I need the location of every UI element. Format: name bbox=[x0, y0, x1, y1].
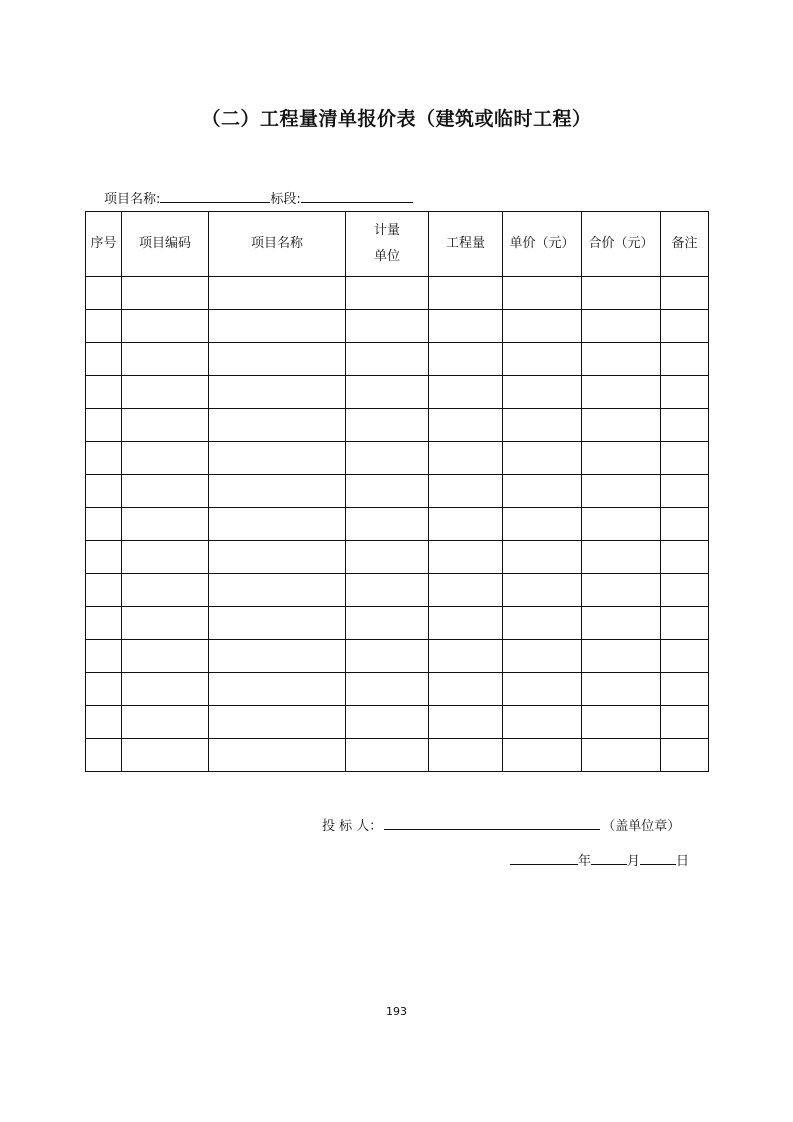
table-cell[interactable] bbox=[661, 640, 709, 673]
table-cell[interactable] bbox=[661, 541, 709, 574]
table-cell[interactable] bbox=[346, 574, 429, 607]
table-cell[interactable] bbox=[582, 706, 661, 739]
table-cell[interactable] bbox=[582, 376, 661, 409]
table-cell[interactable] bbox=[346, 442, 429, 475]
bidder-label: 投 标 人： bbox=[322, 819, 383, 834]
table-cell[interactable] bbox=[661, 574, 709, 607]
table-cell[interactable] bbox=[86, 640, 122, 673]
header-unit bbox=[346, 212, 429, 277]
table-row bbox=[86, 673, 709, 706]
table-cell[interactable] bbox=[122, 343, 209, 376]
table-cell[interactable] bbox=[503, 739, 582, 772]
table-cell[interactable] bbox=[429, 607, 503, 640]
table-cell[interactable] bbox=[429, 442, 503, 475]
table-cell[interactable] bbox=[503, 508, 582, 541]
header-quantity: 工程量 bbox=[429, 212, 503, 277]
section-label: 标段: bbox=[270, 192, 301, 207]
header-unit-line1: 计量 bbox=[373, 223, 400, 238]
table-cell[interactable] bbox=[209, 739, 346, 772]
table-cell[interactable] bbox=[661, 442, 709, 475]
table-cell[interactable] bbox=[429, 706, 503, 739]
table-cell[interactable] bbox=[86, 475, 122, 508]
table-cell[interactable] bbox=[429, 475, 503, 508]
table-cell[interactable] bbox=[582, 640, 661, 673]
table-cell[interactable] bbox=[86, 343, 122, 376]
date-line bbox=[510, 850, 689, 869]
table-cell[interactable] bbox=[429, 673, 503, 706]
table-cell[interactable] bbox=[582, 508, 661, 541]
table-cell[interactable] bbox=[582, 409, 661, 442]
table-cell[interactable] bbox=[86, 607, 122, 640]
table-cell[interactable] bbox=[503, 442, 582, 475]
table-cell[interactable] bbox=[209, 574, 346, 607]
table-cell[interactable] bbox=[86, 541, 122, 574]
table-row bbox=[86, 541, 709, 574]
year-blank bbox=[510, 852, 578, 865]
table-cell[interactable] bbox=[209, 640, 346, 673]
table-cell[interactable] bbox=[346, 640, 429, 673]
table-cell[interactable] bbox=[429, 343, 503, 376]
seal-note: （盖单位章） bbox=[602, 819, 681, 834]
table-cell[interactable] bbox=[429, 640, 503, 673]
table-row bbox=[86, 607, 709, 640]
table-cell[interactable] bbox=[582, 574, 661, 607]
table-cell[interactable] bbox=[429, 739, 503, 772]
table-cell[interactable] bbox=[86, 574, 122, 607]
table-cell[interactable] bbox=[582, 541, 661, 574]
table-cell[interactable] bbox=[209, 376, 346, 409]
table-cell[interactable] bbox=[209, 475, 346, 508]
table-cell[interactable] bbox=[122, 607, 209, 640]
bidder-signature-line bbox=[322, 815, 680, 834]
table-cell[interactable] bbox=[503, 310, 582, 343]
table-cell[interactable] bbox=[86, 310, 122, 343]
table-cell[interactable] bbox=[503, 376, 582, 409]
header-seq: 序号 bbox=[86, 212, 122, 277]
table-cell[interactable] bbox=[503, 343, 582, 376]
project-name-label: 项目名称: bbox=[104, 192, 161, 207]
table-cell[interactable] bbox=[346, 376, 429, 409]
table-cell[interactable] bbox=[122, 739, 209, 772]
table-cell[interactable] bbox=[503, 640, 582, 673]
table-cell[interactable] bbox=[503, 409, 582, 442]
table-cell[interactable] bbox=[346, 739, 429, 772]
table-cell[interactable] bbox=[122, 508, 209, 541]
table-cell[interactable] bbox=[209, 706, 346, 739]
table-cell[interactable] bbox=[661, 343, 709, 376]
table-cell[interactable] bbox=[582, 739, 661, 772]
table-cell[interactable] bbox=[582, 343, 661, 376]
table-cell[interactable] bbox=[346, 475, 429, 508]
table-cell[interactable] bbox=[429, 409, 503, 442]
table-cell[interactable] bbox=[661, 739, 709, 772]
table-cell[interactable] bbox=[209, 508, 346, 541]
table-cell[interactable] bbox=[86, 409, 122, 442]
table-cell[interactable] bbox=[86, 277, 122, 310]
header-remark: 备注 bbox=[661, 212, 709, 277]
table-cell[interactable] bbox=[346, 706, 429, 739]
table-cell[interactable] bbox=[209, 442, 346, 475]
table-cell[interactable] bbox=[503, 475, 582, 508]
month-label: 月 bbox=[627, 854, 641, 869]
table-cell[interactable] bbox=[661, 508, 709, 541]
table-cell[interactable] bbox=[429, 277, 503, 310]
table-cell[interactable] bbox=[122, 277, 209, 310]
table-cell[interactable] bbox=[503, 673, 582, 706]
table-cell[interactable] bbox=[429, 508, 503, 541]
table-cell[interactable] bbox=[122, 640, 209, 673]
table-cell[interactable] bbox=[86, 739, 122, 772]
table-row bbox=[86, 706, 709, 739]
table-cell[interactable] bbox=[122, 442, 209, 475]
table-cell[interactable] bbox=[582, 277, 661, 310]
table-cell[interactable] bbox=[346, 673, 429, 706]
table-cell[interactable] bbox=[429, 310, 503, 343]
table-cell[interactable] bbox=[503, 706, 582, 739]
table-cell[interactable] bbox=[661, 475, 709, 508]
table-cell[interactable] bbox=[346, 508, 429, 541]
table-cell[interactable] bbox=[209, 541, 346, 574]
month-blank bbox=[591, 852, 627, 865]
table-cell[interactable] bbox=[122, 409, 209, 442]
table-row bbox=[86, 343, 709, 376]
table-cell[interactable] bbox=[86, 376, 122, 409]
table-cell[interactable] bbox=[429, 376, 503, 409]
table-row bbox=[86, 442, 709, 475]
table-cell[interactable] bbox=[661, 409, 709, 442]
table-cell[interactable] bbox=[209, 310, 346, 343]
table-cell[interactable] bbox=[429, 574, 503, 607]
table-cell[interactable] bbox=[346, 310, 429, 343]
day-label: 日 bbox=[676, 854, 690, 869]
section-blank bbox=[301, 190, 413, 203]
table-cell[interactable] bbox=[503, 277, 582, 310]
header-code: 项目编码 bbox=[122, 212, 209, 277]
table-cell[interactable] bbox=[503, 607, 582, 640]
table-cell[interactable] bbox=[122, 574, 209, 607]
project-meta-line bbox=[104, 188, 413, 207]
table-cell[interactable] bbox=[661, 277, 709, 310]
table-row bbox=[86, 310, 709, 343]
table-row bbox=[86, 574, 709, 607]
table-cell[interactable] bbox=[346, 607, 429, 640]
table-cell[interactable] bbox=[582, 673, 661, 706]
table-cell[interactable] bbox=[429, 541, 503, 574]
table-cell[interactable] bbox=[582, 475, 661, 508]
table-cell[interactable] bbox=[209, 343, 346, 376]
table-cell[interactable] bbox=[209, 277, 346, 310]
table-cell[interactable] bbox=[209, 673, 346, 706]
table-cell[interactable] bbox=[503, 541, 582, 574]
table-cell[interactable] bbox=[661, 607, 709, 640]
page-number: 193 bbox=[386, 1005, 407, 1018]
table-cell[interactable] bbox=[661, 310, 709, 343]
table-row bbox=[86, 376, 709, 409]
header-total-price: 合价（元） bbox=[582, 212, 661, 277]
table-cell[interactable] bbox=[122, 706, 209, 739]
year-label: 年 bbox=[578, 854, 592, 869]
header-unit-line2: 单位 bbox=[373, 249, 400, 264]
table-cell[interactable] bbox=[582, 310, 661, 343]
table-header-row bbox=[86, 212, 709, 277]
table-cell[interactable] bbox=[122, 673, 209, 706]
table-row bbox=[86, 277, 709, 310]
table-cell[interactable] bbox=[122, 310, 209, 343]
table-cell[interactable] bbox=[209, 607, 346, 640]
day-blank bbox=[640, 852, 676, 865]
bill-of-quantities-table bbox=[85, 211, 709, 772]
table-row bbox=[86, 475, 709, 508]
table-cell[interactable] bbox=[122, 475, 209, 508]
table-cell[interactable] bbox=[209, 409, 346, 442]
table-cell[interactable] bbox=[661, 376, 709, 409]
table-body bbox=[86, 277, 709, 772]
table-cell[interactable] bbox=[86, 673, 122, 706]
table-cell[interactable] bbox=[503, 574, 582, 607]
table-cell[interactable] bbox=[661, 706, 709, 739]
table-cell[interactable] bbox=[346, 277, 429, 310]
header-name: 项目名称 bbox=[209, 212, 346, 277]
header-unit-price: 单价（元） bbox=[503, 212, 582, 277]
table-cell[interactable] bbox=[86, 442, 122, 475]
table-cell[interactable] bbox=[122, 376, 209, 409]
table-cell[interactable] bbox=[582, 607, 661, 640]
project-name-blank bbox=[160, 190, 270, 203]
table-cell[interactable] bbox=[346, 343, 429, 376]
table-row bbox=[86, 508, 709, 541]
table-cell[interactable] bbox=[582, 442, 661, 475]
table-row bbox=[86, 409, 709, 442]
table-cell[interactable] bbox=[86, 508, 122, 541]
table-row bbox=[86, 640, 709, 673]
table-cell[interactable] bbox=[122, 541, 209, 574]
table-cell[interactable] bbox=[346, 541, 429, 574]
page-title: （二）工程量清单报价表（建筑或临时工程） bbox=[201, 108, 592, 130]
table-row bbox=[86, 739, 709, 772]
bidder-blank bbox=[384, 817, 600, 830]
table-cell[interactable] bbox=[346, 409, 429, 442]
table-cell[interactable] bbox=[86, 706, 122, 739]
table-cell[interactable] bbox=[661, 673, 709, 706]
